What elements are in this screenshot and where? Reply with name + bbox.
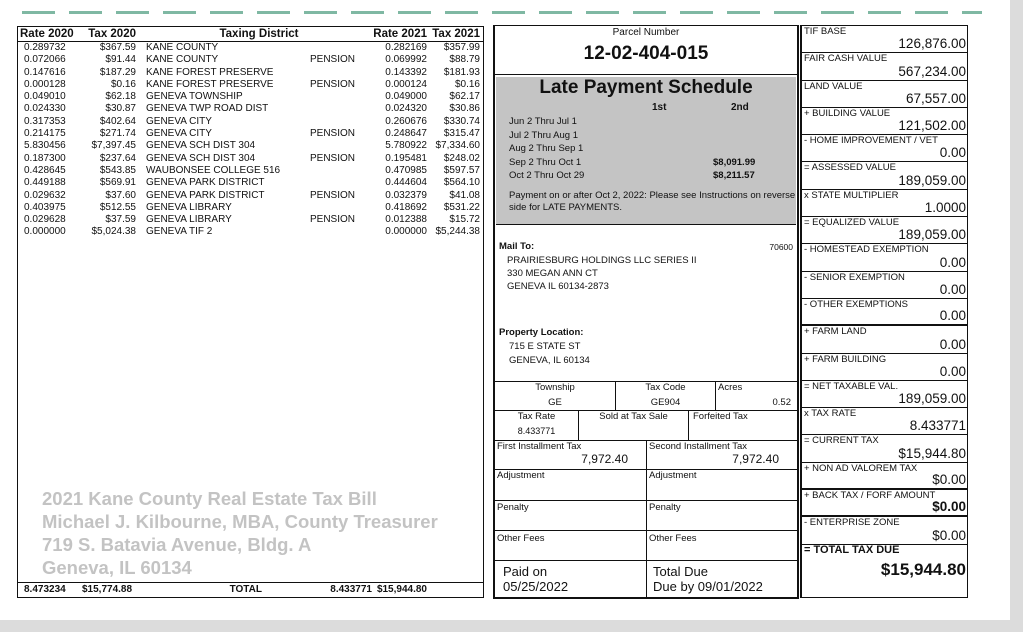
fund-type-cell <box>310 177 372 189</box>
table-row <box>18 177 483 189</box>
tax-2021-cell: $330.74 <box>443 115 480 127</box>
assessment-assessed-value <box>802 162 967 189</box>
forfeited-tax-cell <box>689 411 797 440</box>
total-rate-2021: 8.433771 <box>330 584 372 595</box>
district-cell: KANE FOREST PRESERVE <box>146 78 274 90</box>
assessment-label: - SENIOR EXEMPTION <box>804 271 905 283</box>
tax-2021-cell: $62.17 <box>449 91 480 103</box>
table-row <box>18 116 483 128</box>
first-penalty-cell <box>495 501 647 530</box>
rate-2021-cell: 0.000000 <box>385 226 427 238</box>
table-row <box>18 67 483 79</box>
tax-2021-cell: $5,244.38 <box>435 226 480 238</box>
fund-type-cell <box>310 202 372 214</box>
assessment-land-value <box>802 81 967 108</box>
tax-2020-cell: $271.74 <box>99 128 136 140</box>
tax-2020-cell: $30.87 <box>105 103 136 115</box>
property-location-label: Property Location: <box>499 327 584 338</box>
table-row <box>18 91 483 103</box>
first-other-fees-cell <box>495 531 647 560</box>
assessment-value: 0.00 <box>939 308 966 324</box>
assessment-total-tax-due <box>802 545 967 583</box>
tax-2021-cell: $0.16 <box>454 78 480 90</box>
mail-to-name: PRAIRIESBURG HOLDINGS LLC SERIES II <box>507 255 697 266</box>
tax-2020-cell: $569.91 <box>99 177 136 189</box>
tax-rate-value: 8.433771 <box>517 426 556 436</box>
treasurer-name: Michael J. Kilbourne, MBA, County Treasurer <box>42 511 438 532</box>
table-row <box>18 214 483 226</box>
treasurer-city: Geneva, IL 60134 <box>42 557 192 578</box>
assessment-label: LAND VALUE <box>804 80 863 92</box>
assessment-value: 0.00 <box>939 254 966 270</box>
assessment-value: 1.0000 <box>924 200 966 216</box>
tax-2021-cell: $597.57 <box>443 164 480 176</box>
mail-to-city: GENEVA IL 60134-2873 <box>507 281 609 292</box>
property-city: GENEVA, IL 60134 <box>509 355 590 366</box>
rate-2021-cell: 0.195481 <box>385 152 427 164</box>
info-grid <box>495 382 797 599</box>
district-cell: GENEVA LIBRARY <box>146 201 232 213</box>
adjustment-row <box>495 470 797 501</box>
fund-type-cell <box>310 91 372 103</box>
district-cell: KANE FOREST PRESERVE <box>146 66 274 78</box>
total-due-label: Total Due <box>653 564 708 579</box>
assessment-value: 121,502.00 <box>898 118 966 134</box>
tax-rate-cell <box>495 411 579 440</box>
parcel-section <box>495 26 797 75</box>
fund-type-cell: PENSION <box>310 189 356 201</box>
table-row <box>18 103 483 115</box>
assessment-value: $15,944.80 <box>880 559 966 579</box>
district-cell: GENEVA LIBRARY <box>146 214 232 226</box>
tax-2021-cell: $357.99 <box>443 42 480 53</box>
assessment-label: + NON AD VALOREM TAX <box>804 462 918 474</box>
assessment-label: + BACK TAX / FORF AMOUNT <box>804 490 936 502</box>
header-taxing-district: Taxing District <box>219 28 299 40</box>
assessment-label: FAIR CASH VALUE <box>804 53 888 65</box>
tax-2020-cell: $0.16 <box>110 78 136 90</box>
tax-code-cell <box>616 382 716 410</box>
tax-2020-cell: $402.64 <box>99 115 136 127</box>
viewer-margin <box>1010 0 1023 632</box>
district-cell: KANE COUNTY <box>146 42 219 53</box>
district-cell: GENEVA CITY <box>146 115 212 127</box>
district-cell: GENEVA PARK DISTRICT <box>146 189 265 201</box>
header-tax-2021: Tax 2021 <box>432 28 480 40</box>
second-installment-cell <box>647 441 797 469</box>
table-row <box>18 202 483 214</box>
assessment-farm-land <box>802 326 967 353</box>
second-installment-label: Second Installment Tax <box>649 441 748 452</box>
treasurer-street: 719 S. Batavia Avenue, Bldg. A <box>42 534 312 555</box>
first-installment-cell <box>495 441 647 469</box>
tax-2021-cell: $41.08 <box>449 189 480 201</box>
second-penalty-cell <box>647 501 797 530</box>
fund-type-cell: PENSION <box>310 54 356 66</box>
district-cell: GENEVA TOWNSHIP <box>146 91 243 103</box>
assessment-home-improvement-vet <box>802 135 967 162</box>
assessment-enterprise-zone <box>802 517 967 544</box>
assessment-value: 0.00 <box>939 281 966 297</box>
second-adjustment-cell <box>647 470 797 500</box>
late-period: Aug 2 Thru Sep 1 <box>509 143 584 154</box>
first-adjustment-cell <box>495 470 647 500</box>
forfeited-tax-label: Forfeited Tax <box>693 411 748 422</box>
rate-2021-cell: 0.032379 <box>385 189 427 201</box>
assessment-equalized-value <box>802 217 967 244</box>
rate-2021-cell: 0.069992 <box>385 54 427 66</box>
address-section <box>495 225 797 382</box>
fund-type-cell <box>310 165 372 177</box>
assessment-value: 189,059.00 <box>898 391 966 407</box>
assessment-non-ad-valorem-tax <box>802 463 967 490</box>
fund-type-cell <box>310 42 372 54</box>
fund-type-cell: PENSION <box>310 128 356 140</box>
late-period: Sep 2 Thru Oct 1 <box>509 156 582 168</box>
district-cell: GENEVA SCH DIST 304 <box>146 152 256 164</box>
table-row <box>18 226 483 238</box>
rate-2020-cell: 0.147616 <box>24 66 66 78</box>
late-period: Oct 2 Thru Oct 29 <box>509 170 585 181</box>
district-cell: GENEVA PARK DISTRICT <box>146 177 265 189</box>
fund-type-cell: PENSION <box>310 152 356 164</box>
second-installment-value: 7,972.40 <box>732 452 779 466</box>
rate-2020-cell: 0.403975 <box>24 201 66 213</box>
assessment-value: $0.00 <box>932 499 966 515</box>
bill-center-panel <box>493 25 799 599</box>
tax-2021-cell: $248.02 <box>443 152 480 164</box>
rate-2020-cell: 0.029628 <box>24 214 66 226</box>
rate-2021-cell: 0.248647 <box>385 128 427 140</box>
payment-status-row <box>495 561 797 599</box>
tax-2021-cell: $531.22 <box>443 201 480 213</box>
tax-2020-cell: $237.64 <box>99 152 136 164</box>
tax-2020-cell: $543.85 <box>99 164 136 176</box>
tax-code-label: Tax Code <box>645 382 686 393</box>
tax-2020-cell: $7,397.45 <box>91 140 136 152</box>
assessment-current-tax <box>802 435 967 462</box>
other-fees-row <box>495 531 797 561</box>
tax-code-value: GE904 <box>650 397 681 408</box>
assessment-x-state-multiplier <box>802 190 967 217</box>
header-rate-2020: Rate 2020 <box>20 28 74 40</box>
col-1st: 1st <box>652 102 667 113</box>
rate-2020-cell: 0.428645 <box>24 164 66 176</box>
fund-type-cell <box>310 226 372 238</box>
tax-2020-cell: $5,024.38 <box>91 226 136 238</box>
rate-2020-cell: 0.289732 <box>24 42 66 53</box>
assessment-label: = CURRENT TAX <box>804 435 879 447</box>
assessment-label: = NET TAXABLE VAL. <box>804 380 899 392</box>
header-rate-2021: Rate 2021 <box>373 28 427 40</box>
district-cell: WAUBONSEE COLLEGE 516 <box>146 164 281 176</box>
sold-tax-sale-cell <box>579 411 689 440</box>
late-schedule-rows <box>509 115 789 183</box>
table-row <box>18 128 483 140</box>
due-by-date: Due by 09/01/2022 <box>653 579 763 594</box>
assessment-other-exemptions <box>802 299 967 326</box>
tax-2021-cell: $88.79 <box>449 54 480 66</box>
col-2nd: 2nd <box>731 102 749 113</box>
assessment-label: + FARM BUILDING <box>804 353 887 365</box>
rate-2020-cell: 0.029632 <box>24 189 66 201</box>
assessment-label: - HOMESTEAD EXEMPTION <box>804 244 929 256</box>
township-cell <box>495 382 616 410</box>
rate-2021-cell: 0.000124 <box>385 78 427 90</box>
tax-2020-cell: $187.29 <box>99 66 136 78</box>
district-cell: GENEVA TWP ROAD DIST <box>146 103 269 115</box>
assessment-label: x TAX RATE <box>804 408 857 420</box>
tax-2021-cell: $30.86 <box>449 103 480 115</box>
tax-2021-cell: $15.72 <box>449 214 480 226</box>
acres-cell <box>716 382 797 410</box>
first-adjustment-label: Adjustment <box>497 470 545 481</box>
table-row <box>18 140 483 152</box>
late-period: Jun 2 Thru Jul 1 <box>509 116 577 127</box>
paid-on-cell <box>495 561 647 599</box>
tax-2020-cell: $91.44 <box>105 54 136 66</box>
rate-2021-cell: 0.418692 <box>385 201 427 213</box>
paid-on-date: 05/25/2022 <box>503 579 569 594</box>
assessment-net-taxable-val <box>802 381 967 408</box>
total-tax-2020: $15,774.88 <box>82 584 133 595</box>
rate-2020-cell: 5.830456 <box>24 140 66 152</box>
late-schedule-row <box>509 156 789 170</box>
rate-2021-cell: 0.282169 <box>385 42 427 53</box>
property-street: 715 E STATE ST <box>509 341 581 352</box>
total-label: TOTAL <box>229 584 262 595</box>
tax-2020-cell: $62.18 <box>105 91 136 103</box>
second-penalty-label: Penalty <box>649 502 681 513</box>
mail-to-street: 330 MEGAN ANN CT <box>507 268 598 279</box>
tax-rate-row <box>495 411 797 441</box>
assessment-value: $0.00 <box>932 527 966 543</box>
rate-2021-cell: 0.143392 <box>385 66 427 78</box>
assessment-value: 567,234.00 <box>898 63 966 79</box>
fund-type-cell <box>310 140 372 152</box>
rate-2021-cell: 0.012388 <box>385 214 427 226</box>
late-schedule-title: Late Payment Schedule <box>539 77 753 98</box>
perforation-line <box>22 11 982 14</box>
acres-label: Acres <box>718 382 743 393</box>
table-row <box>18 190 483 202</box>
acres-value: 0.52 <box>772 397 791 408</box>
late-payment-note: Payment on or after Oct 2, 2022: Please see Instructions on reverse side for LATE PAYMENTS. <box>509 190 796 213</box>
installment-row <box>495 441 797 470</box>
tax-2021-cell: $181.93 <box>443 66 480 78</box>
district-cell: GENEVA CITY <box>146 128 212 140</box>
fund-type-cell: PENSION <box>310 78 356 90</box>
assessment-tif-base <box>802 26 967 53</box>
table-row <box>18 165 483 177</box>
township-row <box>495 382 797 411</box>
fund-type-cell <box>310 67 372 79</box>
rate-2020-cell: 0.214175 <box>24 128 66 140</box>
assessment-value: 0.00 <box>939 145 966 161</box>
tax-rate-label: Tax Rate <box>517 411 556 422</box>
treasurer-info <box>42 487 438 579</box>
fund-type-cell <box>310 116 372 128</box>
parcel-label: Parcel Number <box>612 27 680 38</box>
assessment-label: = TOTAL TAX DUE <box>804 543 900 556</box>
mail-to-label: Mail To: <box>499 241 535 252</box>
rate-2020-cell: 0.049010 <box>24 91 66 103</box>
rate-2020-cell: 0.024330 <box>24 103 66 115</box>
assessment-value: 8.433771 <box>909 418 966 434</box>
assessment-value: 189,059.00 <box>898 172 966 188</box>
assessment-value: $15,944.80 <box>898 445 966 461</box>
assessment-label: = EQUALIZED VALUE <box>804 217 900 229</box>
assessment-label: TIF BASE <box>804 26 847 37</box>
assessment-panel <box>800 25 968 598</box>
township-label: Township <box>535 382 575 393</box>
late-second-amount: $8,211.57 <box>713 170 755 181</box>
tax-2021-cell: $7,334.60 <box>435 140 480 152</box>
first-installment-value: 7,972.40 <box>581 452 628 466</box>
table-row <box>18 54 483 66</box>
tax-2021-cell: $564.10 <box>443 177 480 189</box>
district-cell: GENEVA TIF 2 <box>146 226 213 238</box>
rate-2020-cell: 0.317353 <box>24 115 66 127</box>
assessment-value: 0.00 <box>939 363 966 379</box>
assessment-back-tax-forf-amount <box>802 490 967 517</box>
rate-2020-cell: 0.000000 <box>24 226 66 238</box>
parcel-number: 12-02-404-015 <box>583 43 709 64</box>
penalty-row <box>495 501 797 531</box>
assessment-value: $0.00 <box>932 472 966 488</box>
rate-2020-cell: 0.000128 <box>24 78 66 90</box>
assessment-building-value <box>802 108 967 135</box>
table-row <box>18 153 483 165</box>
tax-2020-cell: $37.59 <box>105 214 136 226</box>
rate-2021-cell: 0.049000 <box>385 91 427 103</box>
late-schedule-row <box>509 169 789 183</box>
total-due-cell <box>647 561 797 599</box>
assessment-value: 189,059.00 <box>898 227 966 243</box>
table-body <box>18 42 483 239</box>
second-other-fees-cell <box>647 531 797 560</box>
second-adjustment-label: Adjustment <box>649 470 697 481</box>
assessment-value: 126,876.00 <box>898 36 966 52</box>
district-cell: GENEVA SCH DIST 304 <box>146 140 256 152</box>
bill-title: 2021 Kane County Real Estate Tax Bill <box>42 488 377 509</box>
table-total-row <box>18 582 483 597</box>
rate-2021-cell: 0.444604 <box>385 177 427 189</box>
second-other-fees-label: Other Fees <box>649 533 697 544</box>
late-schedule-row <box>509 129 789 143</box>
late-schedule-row <box>509 115 789 129</box>
tax-2020-cell: $367.59 <box>99 42 136 53</box>
first-penalty-label: Penalty <box>497 502 529 513</box>
assessment-label: - ENTERPRISE ZONE <box>804 517 900 529</box>
assessment-value: 67,557.00 <box>905 90 966 106</box>
assessment-label: = ASSESSED VALUE <box>804 162 896 174</box>
assessment-label: x STATE MULTIPLIER <box>804 189 899 201</box>
rate-2021-cell: 0.260676 <box>385 115 427 127</box>
mail-code: 70600 <box>769 242 793 252</box>
rate-2021-cell: 5.780922 <box>385 140 427 152</box>
assessment-homestead-exemption <box>802 244 967 271</box>
sold-tax-sale-label: Sold at Tax Sale <box>599 411 668 422</box>
tax-2020-cell: $37.60 <box>105 189 136 201</box>
tax-2021-cell: $315.47 <box>443 128 480 140</box>
late-period: Jul 2 Thru Aug 1 <box>509 129 579 141</box>
assessment-senior-exemption <box>802 272 967 299</box>
late-second-amount: $8,091.99 <box>713 156 756 168</box>
assessment-label: - OTHER EXEMPTIONS <box>804 298 908 310</box>
assessment-label: - HOME IMPROVEMENT / VET <box>804 135 938 147</box>
late-payment-schedule <box>496 77 796 225</box>
assessment-farm-building <box>802 354 967 381</box>
first-other-fees-label: Other Fees <box>497 533 545 544</box>
header-tax-2020: Tax 2020 <box>88 28 136 40</box>
late-schedule-row <box>509 142 789 156</box>
table-row <box>18 42 483 54</box>
township-value: GE <box>548 397 562 408</box>
rate-2020-cell: 0.187300 <box>24 152 66 164</box>
fund-type-cell <box>310 103 372 115</box>
fund-type-cell: PENSION <box>310 214 356 226</box>
assessment-label: + BUILDING VALUE <box>804 107 891 119</box>
rate-2020-cell: 0.072066 <box>24 54 66 66</box>
district-cell: KANE COUNTY <box>146 54 219 66</box>
rate-2020-cell: 0.449188 <box>24 177 66 189</box>
tax-2020-cell: $512.55 <box>99 201 136 213</box>
first-installment-label: First Installment Tax <box>497 441 582 452</box>
assessment-x-tax-rate <box>802 408 967 435</box>
paid-on-label: Paid on <box>503 564 548 579</box>
assessment-label: + FARM LAND <box>804 326 867 338</box>
assessment-fair-cash-value <box>802 53 967 80</box>
rate-2021-cell: 0.024320 <box>385 103 427 115</box>
taxing-district-table <box>17 26 484 598</box>
assessment-value: 0.00 <box>939 336 966 352</box>
table-row <box>18 79 483 91</box>
total-tax-2021: $15,944.80 <box>376 584 427 595</box>
rate-2021-cell: 0.470985 <box>385 164 427 176</box>
table-header <box>18 27 483 42</box>
total-rate-2020: 8.473234 <box>24 584 66 595</box>
